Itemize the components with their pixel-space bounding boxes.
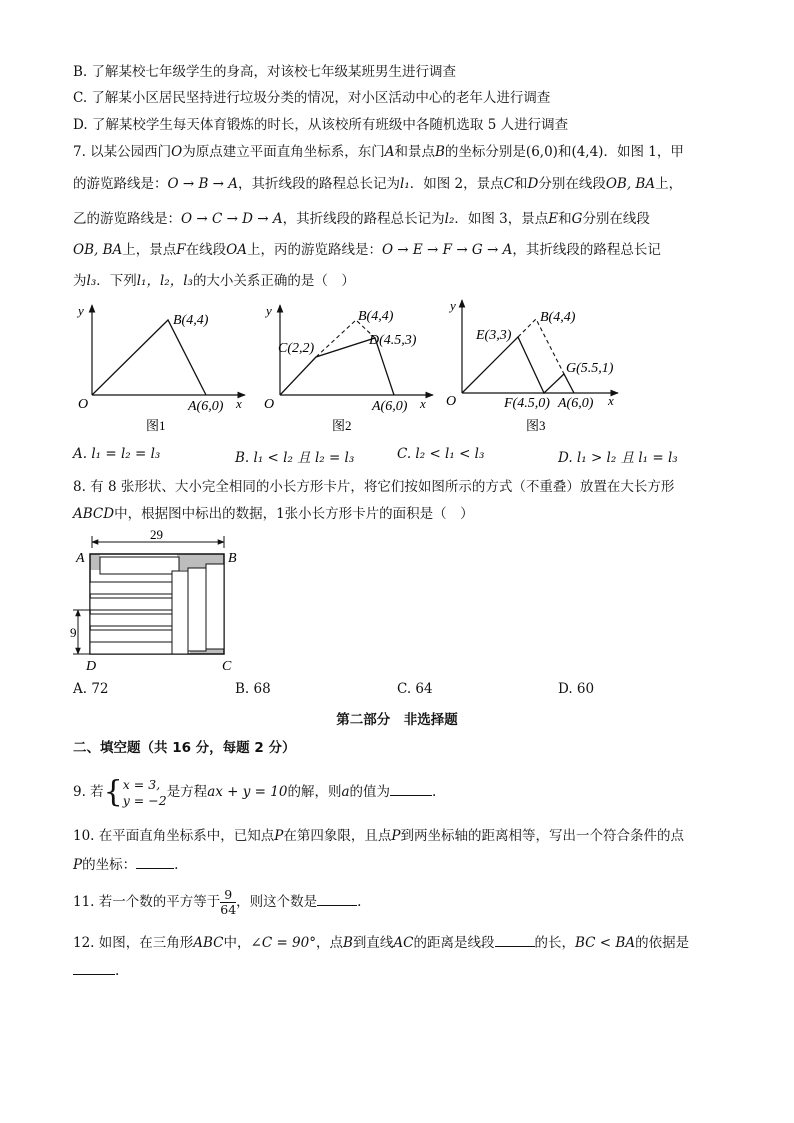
q9-answer-blank[interactable] [390, 781, 432, 796]
dashed-path [518, 319, 564, 374]
q7-option-d: D. l₁ > l₂ 且 l₁ = l₃ [558, 450, 678, 466]
q7-line-1: 7. 以某公园西门O为原点建立平面直角坐标系，东门A和景点B的坐标分别是(6,0)和(4,4)．如图 1，甲 [73, 144, 684, 160]
q7-line-2: 的游览路线是：O → B → A，其折线段的路程总长记为l₁．如图 2，景点C和D分别在线段OB, BA上， [73, 176, 683, 192]
q10-line-2: P的坐标： . [73, 854, 178, 875]
q9: 9. 若{ x = 3, y = −2 是方程ax + y = 10的解，则a的值为 . [73, 774, 437, 810]
q8-line-1: 8. 有 8 张形状、大小完全相同的小长方形卡片，将它们按如图所示的方式（不重叠）放置在大长方形 [73, 479, 675, 495]
section-2-title: 二、填空题（共 16 分，每题 2 分） [73, 740, 296, 756]
left-dimension-label: 9 [70, 625, 77, 640]
q7-line-4: OB, BA上，景点F在线段OA上，丙的游览路线是：O → E → F → G → A，其折线段的路程总长记 [73, 242, 661, 258]
q8-figure [70, 528, 250, 676]
origin-label: O [446, 394, 457, 409]
q7-line-3: 乙的游览路线是：O → C → D → A，其折线段的路程总长记为l₂．如图 3，景点E和G分别在线段 [73, 211, 650, 227]
q7-figure-2 [258, 300, 438, 440]
point-a-label: A(6,0) [188, 399, 224, 414]
card-vertical-1 [188, 568, 206, 651]
point-b-label: B(4,4) [358, 309, 394, 324]
card-top [100, 557, 179, 574]
card-vertical-3 [172, 571, 188, 654]
x-label: x [608, 393, 614, 408]
q10-line-1: 10. 在平面直角坐标系中，已知点P在第四象限，且点P到两坐标轴的距离相等，写出一个符合条件的点 [73, 828, 684, 844]
q7-figure-1 [70, 300, 250, 440]
q10-answer-blank[interactable] [136, 854, 174, 869]
point-a-label: A(6,0) [558, 396, 594, 411]
origin-label: O [264, 397, 275, 412]
q6-option-d: D. 了解某校学生每天体育锻炼的时长，从该校所有班级中各随机选取 5 人进行调查 [73, 117, 569, 133]
corner-a-label: A [76, 551, 85, 566]
point-d-label: D(4.5,3) [369, 333, 417, 348]
corner-c-label: C [222, 659, 232, 674]
q6-option-c: C. 了解某小区居民坚持进行垃圾分类的情况，对小区活动中心的老年人进行调查 [73, 90, 551, 106]
point-f-label: F(4.5,0) [504, 396, 550, 411]
card-stack-1 [90, 582, 172, 594]
part-2-title: 第二部分 非选择题 [336, 712, 458, 728]
q7-line-5: 为l₃．下列l₁，l₂，l₃的大小关系正确的是（ ） [73, 273, 355, 289]
origin-label: O [78, 397, 89, 412]
q8-line-2: ABCD中，根据图中标出的数据，1张小长方形卡片的面积是（ ） [73, 506, 474, 522]
card-stack-5 [90, 642, 172, 654]
q7-figure-3 [446, 295, 626, 440]
q12-answer-blank-1[interactable] [495, 932, 535, 947]
q7-option-a: A. l₁ = l₂ = l₃ [73, 446, 161, 462]
q8-option-c: C. 64 [397, 681, 433, 697]
q12-line-1: 12. 如图，在三角形ABC中，∠C = 90°，点B到直线AC的距离是线段 的长，BC < BA的依据是 [73, 932, 689, 953]
y-label: y [450, 298, 456, 313]
point-b-label: B(4,4) [173, 313, 209, 328]
q8-option-a: A. 72 [73, 681, 109, 697]
route-path [92, 320, 206, 395]
figure-caption: 图2 [332, 418, 352, 433]
q7-option-b: B. l₁ < l₂ 且 l₂ = l₃ [235, 450, 355, 466]
corner-b-label: B [228, 551, 237, 566]
card-vertical-2 [206, 564, 224, 649]
q12-answer-blank-2[interactable] [73, 960, 115, 975]
route-path [462, 337, 574, 393]
y-label: y [266, 303, 272, 318]
q7-option-c: C. l₂ < l₁ < l₃ [397, 446, 485, 462]
q8-option-d: D. 60 [558, 681, 595, 697]
point-c-label: C(2,2) [278, 341, 315, 356]
point-a-label: A(6,0) [372, 399, 408, 414]
point-g-label: G(5.5,1) [566, 361, 614, 376]
point-b-label: B(4,4) [540, 310, 576, 325]
dashed-path [316, 320, 375, 357]
q8-option-b: B. 68 [235, 681, 271, 697]
q6-option-b: B. 了解某校七年级学生的身高，对该校七年级某班男生进行调查 [73, 64, 457, 80]
card-stack-3 [90, 614, 172, 626]
figure-caption: 图3 [526, 418, 546, 433]
q11-answer-blank[interactable] [317, 891, 357, 906]
y-label: y [78, 303, 84, 318]
top-dimension-label: 29 [150, 528, 163, 542]
q11: 11. 若一个数的平方等于 $\frac{9}{64}$ ，则这个数是 . [73, 887, 362, 917]
card-stack-2 [90, 598, 172, 610]
card-stack-4 [90, 630, 172, 642]
x-label: x [236, 396, 242, 411]
x-label: x [420, 396, 426, 411]
figure-caption: 图1 [146, 418, 166, 433]
q12-line-2: . [73, 960, 119, 981]
point-e-label: E(3,3) [476, 328, 512, 343]
corner-d-label: D [86, 659, 97, 674]
